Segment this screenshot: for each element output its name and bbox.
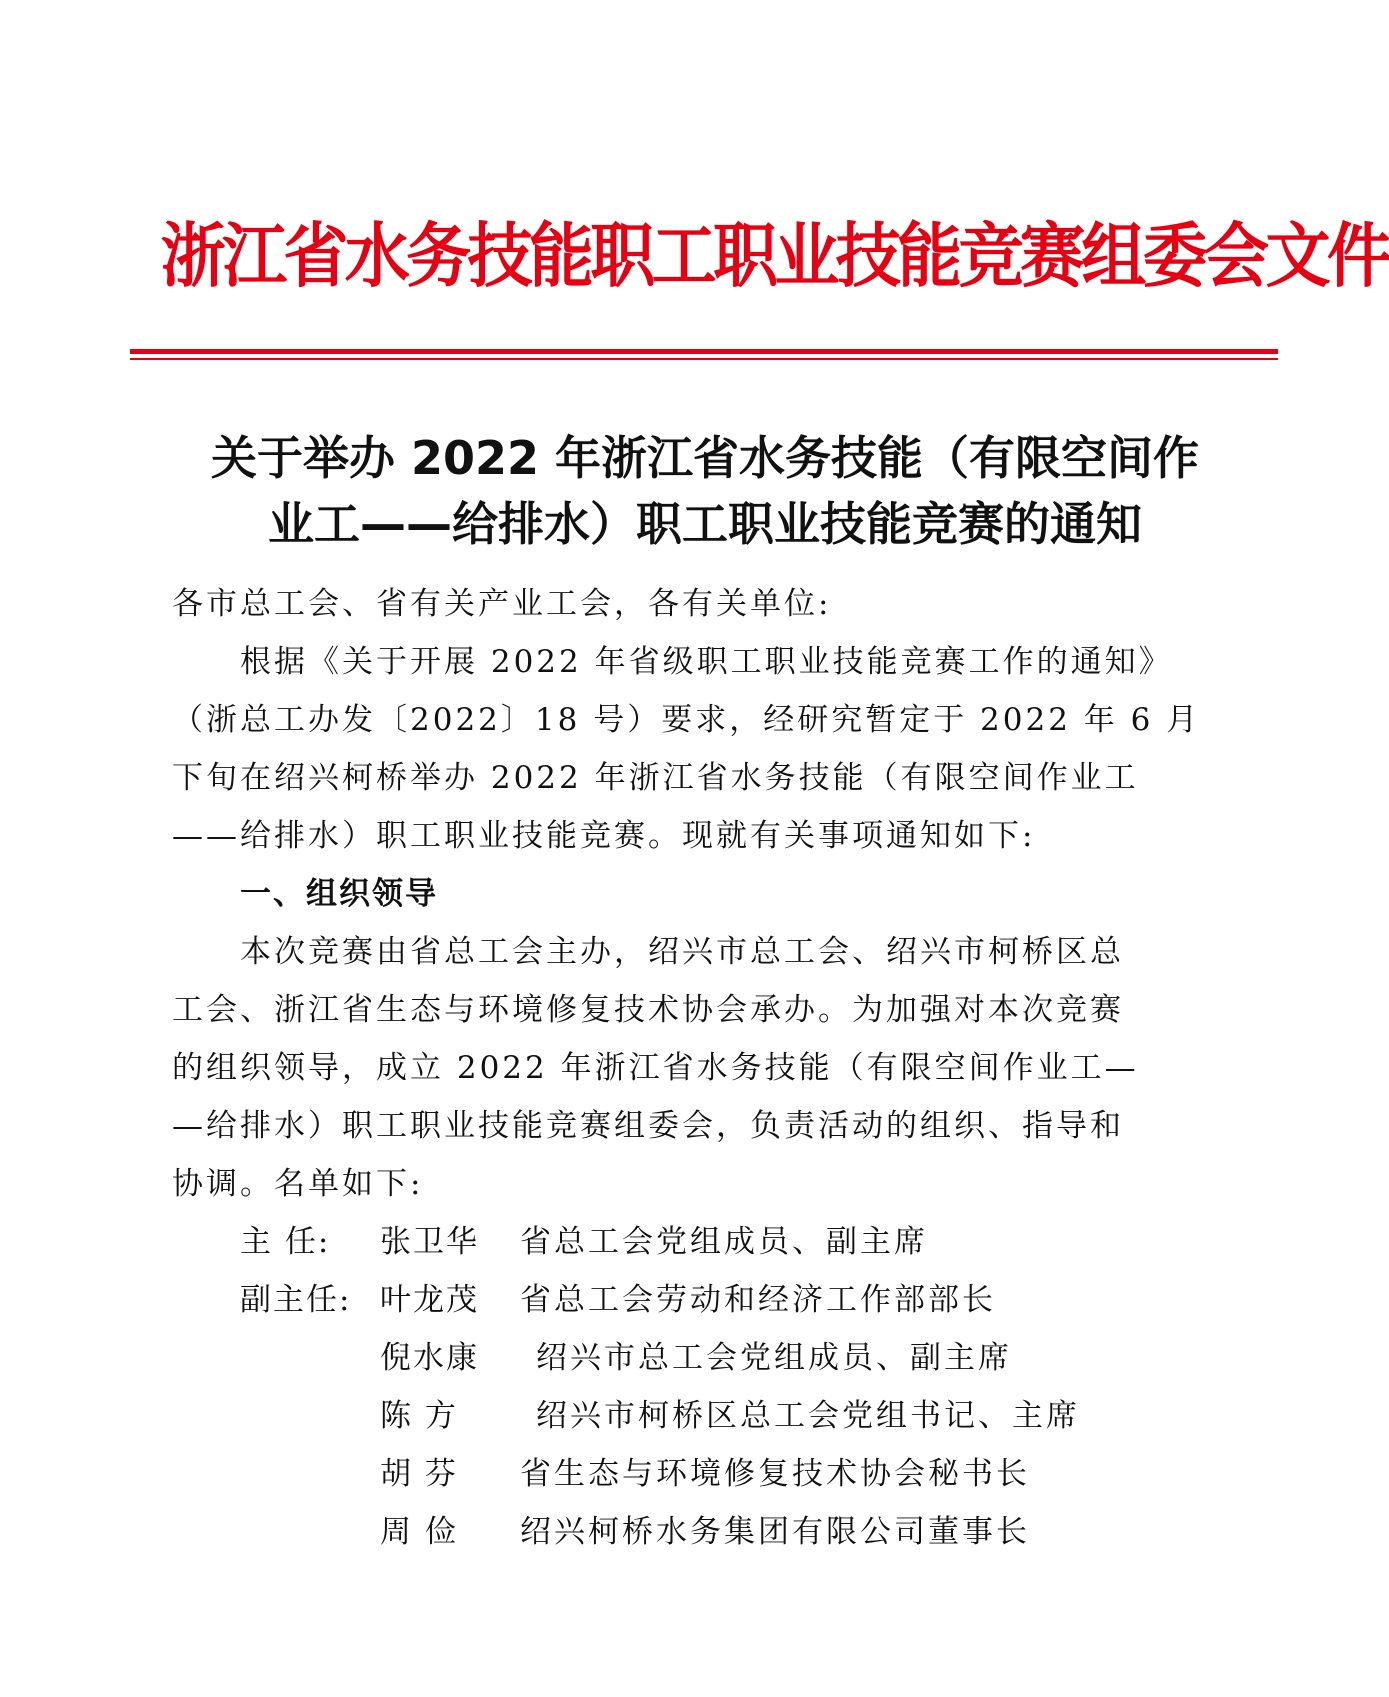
committee-member-title: 绍兴市柯桥区总工会党组书记、主席 xyxy=(536,1398,1080,1434)
section1-line-5: 协调。名单如下: xyxy=(172,1166,424,1202)
committee-member-name: 陈 方 xyxy=(380,1398,458,1434)
section1-line-1: 本次竞赛由省总工会主办，绍兴市总工会、绍兴市柯桥区总 xyxy=(240,934,1124,970)
intro-line-3: 下旬在绍兴柯桥举办 2022 年浙江省水务技能（有限空间作业工 xyxy=(172,760,1139,796)
committee-role-deputy-director: 副主任: xyxy=(240,1282,352,1318)
red-header-rule-thick xyxy=(130,349,1278,354)
section1-line-2: 工会、浙江省生态与环境修复技术协会承办。为加强对本次竞赛 xyxy=(172,992,1124,1028)
committee-role-director: 主 任: xyxy=(240,1224,331,1260)
committee-member-title: 省总工会劳动和经济工作部部长 xyxy=(520,1282,996,1318)
committee-member-title: 省生态与环境修复技术协会秘书长 xyxy=(520,1456,1030,1492)
intro-line-4: ——给排水）职工职业技能竞赛。现就有关事项通知如下: xyxy=(172,818,1036,854)
intro-line-2: （浙总工办发〔2022〕18 号）要求，经研究暂定于 2022 年 6 月 xyxy=(172,702,1201,738)
notice-title-line-1: 关于举办 2022 年浙江省水务技能（有限空间作 xyxy=(210,431,1200,485)
committee-member-name: 周 俭 xyxy=(380,1514,458,1550)
committee-member-name: 倪水康 xyxy=(380,1340,479,1376)
addressee: 各市总工会、省有关产业工会，各有关单位: xyxy=(172,586,832,622)
committee-member-title: 绍兴市总工会党组成员、副主席 xyxy=(536,1340,1012,1376)
section1-line-4: —给排水）职工职业技能竞赛组委会，负责活动的组织、指导和 xyxy=(172,1108,1124,1144)
committee-member-name: 胡 芬 xyxy=(380,1456,458,1492)
red-header-rule-thin xyxy=(130,358,1278,360)
section1-line-3: 的组织领导，成立 2022 年浙江省水务技能（有限空间作业工— xyxy=(172,1050,1139,1086)
section-heading-organization: 一、组织领导 xyxy=(240,876,438,912)
committee-member-name: 张卫华 xyxy=(380,1224,479,1260)
intro-line-1: 根据《关于开展 2022 年省级职工职业技能竞赛工作的通知》 xyxy=(240,644,1173,680)
committee-member-title: 省总工会党组成员、副主席 xyxy=(520,1224,928,1260)
committee-member-title: 绍兴柯桥水务集团有限公司董事长 xyxy=(520,1514,1030,1550)
committee-member-name: 叶龙茂 xyxy=(380,1282,479,1318)
notice-title-line-2: 业工——给排水）职工职业技能竞赛的通知 xyxy=(268,497,1142,551)
red-header-title: 浙江省水务技能职工职业技能竞赛组委会文件 xyxy=(160,215,1389,297)
